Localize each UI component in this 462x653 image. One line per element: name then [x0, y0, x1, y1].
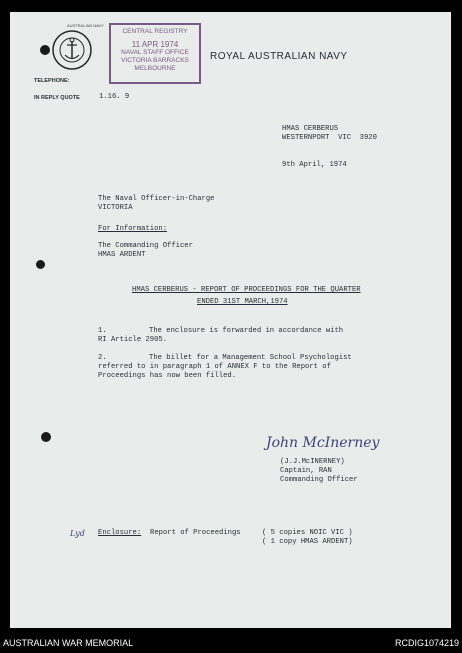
para-1-line-2: RI Article 2905. — [98, 336, 168, 344]
stamp-date: 11 APR 1974 — [131, 40, 179, 49]
signatory-role: Commanding Officer — [280, 476, 358, 484]
navy-title: ROYAL AUSTRALIAN NAVY — [210, 51, 348, 62]
crest-text: AUSTRALIAN NAVY — [67, 23, 104, 28]
signatory-name: (J.J.McINERNEY) — [280, 458, 345, 466]
navy-crest-logo — [50, 28, 94, 72]
subject-line-2: ENDED 31ST MARCH,1974 — [197, 298, 288, 306]
addressee-line-2: VICTORIA — [98, 204, 133, 212]
enclosure-copies-1: ( 5 copies NOIC VIC ) — [262, 529, 353, 537]
reply-quote-value: 1.16. 9 — [99, 93, 130, 101]
stamp-line-5: MELBOURNE — [134, 65, 176, 72]
para-2-line-1: The billet for a Management School Psychologist — [149, 354, 352, 362]
footer-id: RCDIG1074219 — [394, 638, 459, 648]
signatory-rank: Captain, RAN — [280, 467, 332, 475]
info-line-1: The Commanding Officer — [98, 242, 193, 250]
para-1-line-1: The enclosure is forwarded in accordance with — [149, 327, 344, 335]
info-line-2: HMAS ARDENT — [98, 251, 146, 259]
central-registry-stamp — [109, 23, 201, 84]
sender-line-2: WESTERNPORT VIC 3920 — [282, 134, 377, 142]
enclosure-copies-2: ( 1 copy HMAS ARDENT) — [262, 538, 353, 546]
sender-line-1: HMAS CERBERUS — [282, 125, 339, 133]
para-2-number: 2. — [98, 354, 107, 362]
archive-footer — [0, 631, 462, 653]
subject-line-1: HMAS CERBERUS - REPORT OF PROCEEDINGS FOR THE QUARTER — [132, 286, 361, 294]
telephone-label: TELEPHONE: — [34, 78, 70, 84]
para-2-line-3: Proceedings has now been filled. — [98, 372, 237, 380]
stamp-line-4: VICTORIA BARRACKS — [121, 57, 189, 64]
enclosure-label: Enclosure: — [98, 529, 142, 537]
handwritten-signature: John McInerney — [266, 435, 380, 451]
para-1-number: 1. — [98, 327, 107, 335]
punch-hole-middle — [36, 260, 45, 269]
punch-hole-lower — [41, 432, 51, 442]
punch-hole-top — [40, 45, 50, 55]
para-2-line-2: referred to in paragraph 1 of ANNEX F to the Report of — [98, 363, 331, 371]
addressee-line-1: The Naval Officer-in-Charge — [98, 195, 215, 203]
stamp-line-1: CENTRAL REGISTRY — [122, 28, 188, 35]
footer-source: AUSTRALIAN WAR MEMORIAL — [3, 638, 134, 648]
info-label: For Information: — [98, 225, 168, 233]
letter-date: 9th April, 1974 — [282, 161, 347, 169]
letter-page — [10, 12, 451, 628]
stamp-line-3: NAVAL STAFF OFFICE — [121, 49, 189, 56]
handwritten-annotation: Lyd — [70, 529, 85, 538]
enclosure-item: Report of Proceedings — [150, 529, 241, 537]
reply-quote-label: IN REPLY QUOTE — [34, 95, 80, 101]
